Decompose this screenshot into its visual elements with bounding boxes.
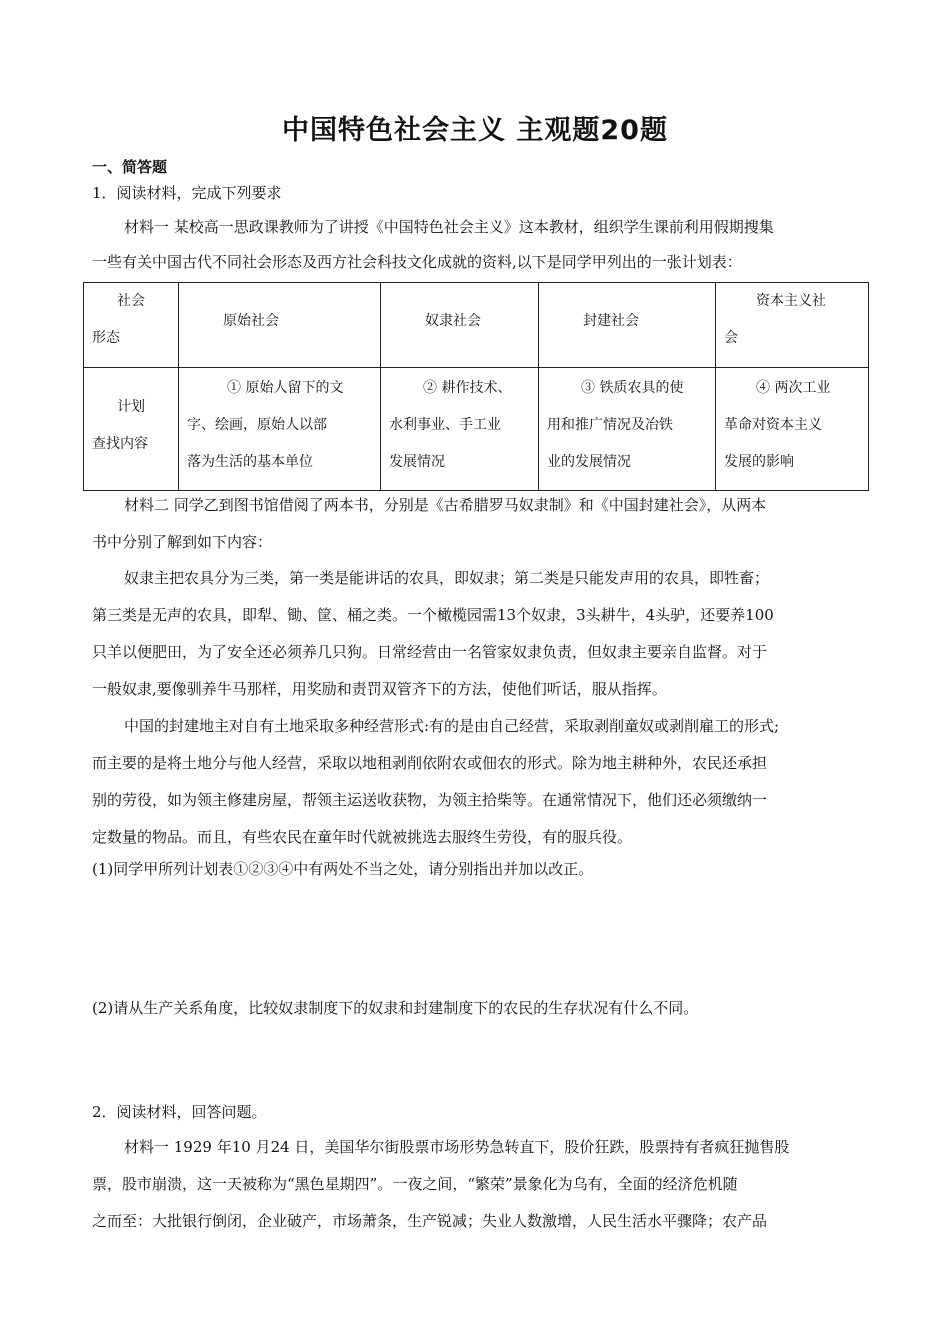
cell-line: 发展情况 (389, 454, 445, 470)
paragraph-line: 中国的封建地主对自有土地采取多种经营形式:有的是由自己经营，采取剥削童奴或剥削雇工的形式; (124, 717, 780, 735)
table-row (84, 283, 869, 368)
table-cell (716, 368, 869, 491)
cell-line: ④ 两次工业 (756, 380, 831, 396)
cell-line: ② 耕作技术、 (423, 380, 512, 396)
cell-line: ① 原始人留下的文 (227, 380, 344, 396)
row-label-line: 形态 (92, 330, 120, 346)
question-1-prompt: 1．阅读材料，完成下列要求 (92, 184, 282, 202)
row-label-line: 查找内容 (92, 436, 148, 452)
paragraph-line: 别的劳役，如为领主修建房屋，帮领主运送收获物，为领主拾柴等。在通常情况下，他们还必须缴纳一 (92, 791, 768, 809)
paragraph-line: 而主要的是将土地分与他人经营，采取以地租剥削依附农或佃农的形式。除为地主耕种外，农民还承担 (92, 754, 768, 772)
paragraph-line: 第三类是无声的农具，即犁、锄、筐、桶之类。一个橄榄园需13个奴隶，3头耕牛，4头驴，还要养100 (92, 606, 774, 624)
paragraph-line: 一般奴隶,要像驯养牛马那样，用奖励和责罚双管齐下的方法，使他们听话，服从指挥。 (92, 680, 667, 698)
table-header-cell (179, 283, 381, 368)
plan-table (83, 282, 869, 491)
material-2-line: 书中分别了解到如下内容： (92, 533, 273, 551)
table-header-cell (381, 283, 539, 368)
header-text: 资本主义社 (756, 293, 826, 309)
table-cell (381, 368, 539, 491)
q2-material-line: 票，股市崩溃，这一天被称为“黑色星期四”。一夜之间，“繁荣”景象化为乌有，全面的经济危机随 (92, 1175, 738, 1193)
paragraph-line: 定数量的物品。而且，有些农民在童年时代就被挑选去服终生劳役，有的服兵役。 (92, 828, 633, 846)
material-1-line: 材料一 某校高一思政课教师为了讲授《中国特色社会主义》这本教材，组织学生课前利用假期搜集 (124, 218, 774, 236)
paragraph-line: 只羊以便肥田，为了安全还必须养几只狗。日常经营由一名管家奴隶负责，但奴隶主要亲自监督。对于 (92, 643, 768, 661)
question-2-prompt: 2．阅读材料，回答问题。 (92, 1103, 267, 1121)
header-text: 会 (724, 330, 738, 346)
cell-line: 革命对资本主义 (724, 417, 822, 433)
sub-question-2: (2)请从生产关系角度，比较奴隶制度下的奴隶和封建制度下的农民的生存状况有什么不同。 (92, 999, 699, 1017)
table-header-cell (716, 283, 869, 368)
cell-line: 发展的影响 (724, 454, 794, 470)
page-title: 中国特色社会主义 主观题20题 (282, 115, 668, 146)
table-cell (179, 368, 381, 491)
section-heading: 一、简答题 (92, 158, 168, 176)
q2-material-line: 之而至：大批银行倒闭，企业破产，市场萧条，生产锐减；失业人数激增，人民生活水平骤降；农产品 (92, 1212, 768, 1230)
table-header-cell (539, 283, 716, 368)
cell-line: 水利事业、手工业 (389, 417, 501, 433)
sub-question-1: (1)同学甲所列计划表①②③④中有两处不当之处，请分别指出并加以改正。 (92, 860, 594, 878)
material-2-line: 材料二 同学乙到图书馆借阅了两本书，分别是《古希腊罗马奴隶制》和《中国封建社会》，从两本 (124, 496, 767, 514)
paragraph-line: 奴隶主把农具分为三类，第一类是能讲话的农具，即奴隶；第二类是只能发声用的农具，即牲畜； (124, 569, 770, 587)
table-cell-row-label (84, 283, 179, 368)
row-label-line: 计划 (117, 399, 145, 415)
header-text: 原始社会 (223, 313, 279, 329)
cell-line: 字、绘画，原始人以部 (187, 417, 327, 433)
table-cell (539, 368, 716, 491)
header-text: 封建社会 (583, 313, 639, 329)
cell-line: 落为生活的基本单位 (187, 454, 313, 470)
row-label-line: 社会 (117, 293, 145, 309)
material-1-line: 一些有关中国古代不同社会形态及西方社会科技文化成就的资料,以下是同学甲列出的一张计划表： (92, 253, 742, 271)
cell-line: ③ 铁质农具的使 (581, 380, 684, 396)
table-row (84, 368, 869, 491)
table-cell-row-label (84, 368, 179, 491)
cell-line: 用和推广情况及冶铁 (547, 417, 673, 433)
q2-material-line: 材料一 1929 年10 月24 日，美国华尔街股票市场形势急转直下，股价狂跌，股票持有者疯狂抛售股 (124, 1138, 790, 1156)
cell-line: 业的发展情况 (547, 454, 631, 470)
header-text: 奴隶社会 (425, 313, 481, 329)
